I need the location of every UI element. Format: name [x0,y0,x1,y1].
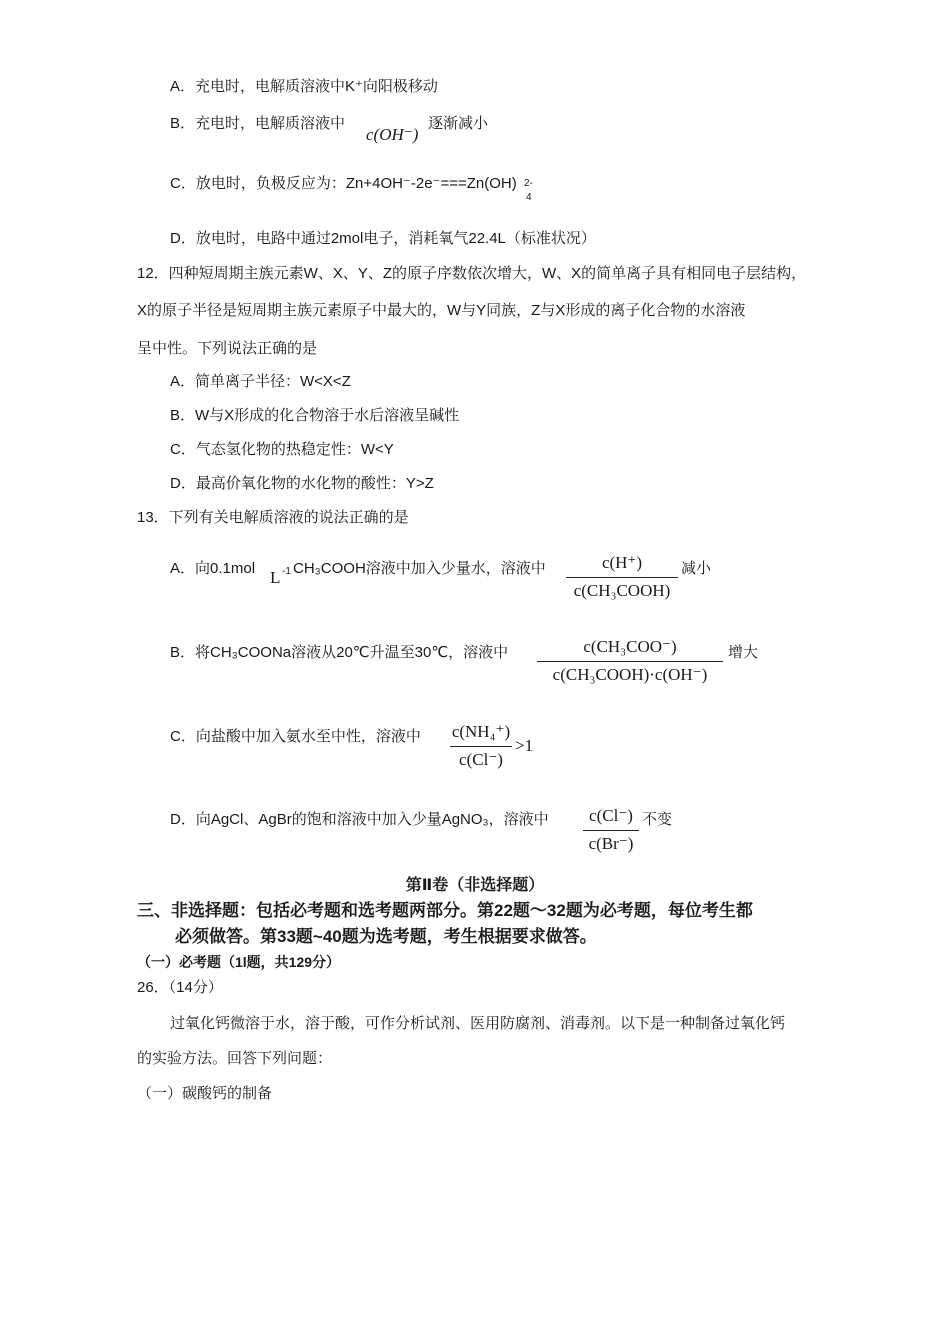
q13-option-c-fraction [450,722,512,774]
q13-option-b-denominator: c(CH₃COOH)·c(OH⁻) [552,665,708,684]
q11-option-b-expression: c(OH⁻) [366,125,419,144]
q13-option-a-numerator: c(H⁺) [601,553,643,572]
q13-option-a-denominator: c(CH₃COOH) [573,581,671,600]
q11-option-a: A．充电时，电解质溶液中K⁺向阳极移动 [170,78,438,95]
q13-option-d-prefix: D．向AgCl、AgBr的饱和溶液中加入少量AgNO₃，溶液中 [170,811,549,828]
q12-option-d: D．最高价氧化物的水化物的酸性：Y>Z [170,475,434,492]
q11-option-b-suffix: 逐渐减小 [428,115,489,132]
q13-option-c-numerator: c(NH₄⁺) [451,722,511,741]
q13-option-b-prefix: B．将CH₃COONa溶液从20℃升温至30℃，溶液中 [170,644,509,661]
q13-option-b-numerator: c(CH₃COO⁻) [583,637,677,656]
q12-stem-line1: 12．四种短周期主族元素W、X、Y、Z的原子序数依次增大，W、X的简单离子具有相同电子层结构， [137,265,807,282]
q11-option-c-subscript: 4 [526,192,532,203]
q13-option-b-suffix: 增大 [728,644,759,661]
q13-option-d-fraction [583,806,639,858]
q11-option-b-prefix: B．充电时，电解质溶液中 [170,115,346,132]
q12-option-c: C．气态氢化物的热稳定性：W<Y [170,441,394,458]
q26-section-heading: （一）碳酸钙的制备 [137,1085,273,1102]
q26-paragraph-line2: 的实验方法。回答下列问题： [137,1050,333,1067]
q13-option-c-denominator: c(Cl⁻) [459,750,503,769]
q12-stem-line2: X的原子半径是短周期主族元素原子中最大的，W与Y同族，Z与X形成的离子化合物的水溶液 [137,302,746,319]
q13-option-d-fraction-bar [583,830,639,831]
q26-paragraph-line1: 过氧化钙微溶于水，溶于酸，可作分析试剂、医用防腐剂、消毒剂。以下是一种制备过氧化钙 [170,1015,786,1032]
q13-option-c-prefix: C．向盐酸中加入氨水至中性，溶液中 [170,728,421,745]
q13-option-a-fraction-bar [566,577,678,578]
q13-option-b-fraction-bar [537,661,723,662]
q13-option-c-fraction-bar [450,746,512,747]
part2-heading-line2: 必须做答。第33题~40题为选考题，考生根据要求做答。 [175,927,597,946]
q13-option-a-middle: CH₃COOH溶液中加入少量水，溶液中 [293,560,546,577]
part2-heading-line1: 三、非选择题：包括必考题和选考题两部分。第22题～32题为必考题，每位考生都 [137,901,753,920]
q11-option-d: D．放电时，电路中通过2mol电子，消耗氧气22.4L（标准状况） [170,230,596,247]
q26-number: 26．（14分） [137,979,223,996]
q11-option-c: C．放电时，负极反应为：Zn+4OH⁻-2e⁻===Zn(OH) [170,175,517,192]
q13-option-d-denominator: c(Br⁻) [588,834,634,853]
q13-stem: 13．下列有关电解质溶液的说法正确的是 [137,509,409,526]
part2-subheading: （一）必考题（1l题，共129分） [137,954,341,970]
q13-option-d-numerator: c(Cl⁻) [589,806,633,825]
q13-option-a-prefix: A．向0.1mol [170,560,256,577]
q12-option-a: A．简单离子半径：W<X<Z [170,373,351,390]
q13-option-c-suffix: >1 [515,736,534,755]
q13-option-a-fraction [566,553,678,605]
q13-option-a-unit-exponent: -1 [282,566,291,577]
q11-option-c-superscript: 2- [524,178,533,189]
q12-option-b: B．W与X形成的化合物溶于水后溶液呈碱性 [170,407,460,424]
q13-option-a-suffix: 减小 [681,560,712,577]
q13-option-d-suffix: 不变 [642,811,673,828]
part2-title: 第Ⅱ卷（非选择题） [405,877,545,894]
q13-option-a-unit: L [270,568,281,587]
q13-option-b-fraction [537,637,723,689]
q12-stem-line3: 呈中性。下列说法正确的是 [137,340,318,357]
